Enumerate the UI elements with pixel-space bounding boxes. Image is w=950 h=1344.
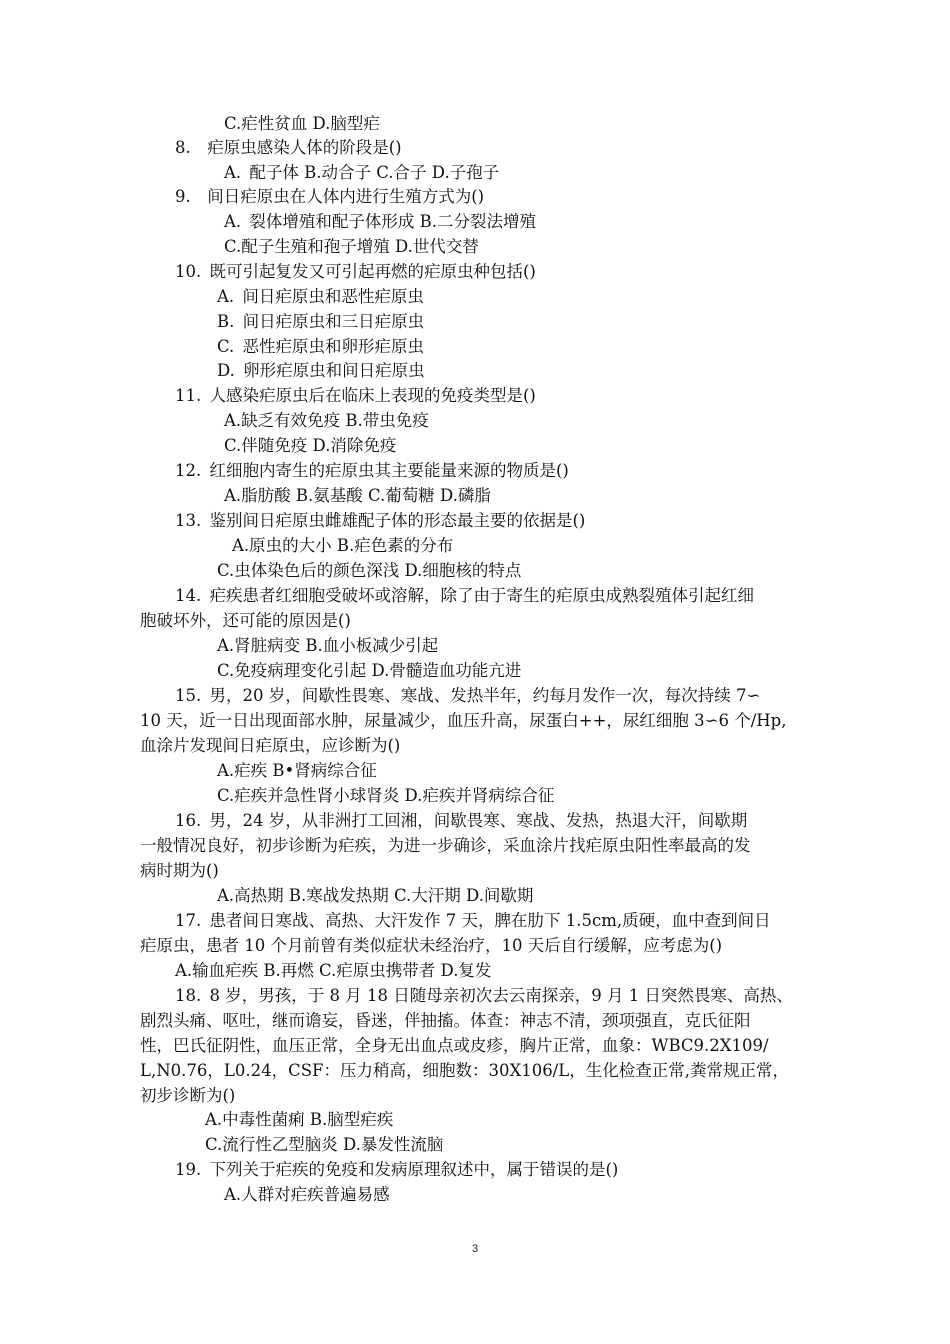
text-line: C.流行性乙型脑炎 D.暴发性流脑 <box>205 1135 444 1154</box>
text-line: A.高热期 B.寒战发热期 C.大汗期 D.间歇期 <box>217 886 534 905</box>
text-line: C.伴随免疫 D.消除免疫 <box>224 436 397 455</box>
text-line: A.缺乏有效免疫 B.带虫免疫 <box>224 411 429 430</box>
text-line: A.输血疟疾 B.再燃 C.疟原虫携带者 D.复发 <box>175 961 492 980</box>
question-17: 17. 患者间日寒战、高热、大汗发作 7 天，脾在肋下 1.5cm,质硬，血中查到间日 <box>175 911 771 930</box>
text-line: 10 天，近一日出现面部水肿，尿量减少，血压升高，尿蛋白++，尿红细胞 3∽6 个/Hp, <box>140 711 787 730</box>
text-line: D. 卵形疟原虫和间日疟原虫 <box>217 361 425 380</box>
text-line: A.肾脏病变 B.血小板减少引起 <box>217 636 439 655</box>
text-line: 胞破坏外，还可能的原因是() <box>140 611 351 630</box>
question-9: 9. 间日疟原虫在人体内进行生殖方式为() <box>175 187 485 206</box>
text-line: 一般情况良好，初步诊断为疟疾，为进一步确诊，采血涂片找疟原虫阳性率最高的发 <box>140 836 751 855</box>
question-16: 16. 男，24 岁，从非洲打工回湘，间歇畏寒、寒战、发热，热退大汗，间歇期 <box>175 811 748 830</box>
text-line: C.疟性贫血 D.脑型疟 <box>224 114 380 133</box>
text-line: A. 配子体 B.动合子 C.合子 D.子孢子 <box>224 163 500 182</box>
text-line: C.疟疾并急性肾小球肾炎 D.疟疾并肾病综合征 <box>217 786 555 805</box>
text-line: 病时期为() <box>140 861 219 880</box>
question-18: 18. 8 岁，男孩，于 8 月 18 日随母亲初次去云南探亲，9 月 1 日突然畏寒、高热、 <box>175 986 793 1005</box>
text-line: A. 裂体增殖和配子体形成 B.二分裂法增殖 <box>224 212 537 231</box>
text-line: C.虫体染色后的颜色深浅 D.细胞核的特点 <box>217 561 522 580</box>
text-line: C.配子生殖和孢子增殖 D.世代交替 <box>224 237 479 256</box>
text-line: 剧烈头痛、呕吐，继而谵妄，昏迷，伴抽搐。体查：神志不清，颈项强直，克氏征阳 <box>140 1011 751 1030</box>
question-19: 19. 下列关于疟疾的免疫和发病原理叙述中，属于错误的是() <box>175 1160 619 1179</box>
text-line: A.疟疾 B•肾病综合征 <box>217 761 377 780</box>
text-line: 性，巴氏征阴性，血压正常，全身无出血点或皮疹，胸片正常，血象：WBC9.2X109/ <box>140 1036 769 1055</box>
page-number: 3 <box>471 1243 479 1255</box>
text-line: B. 间日疟原虫和三日疟原虫 <box>217 312 425 331</box>
question-8: 8. 疟原虫感染人体的阶段是() <box>175 138 402 157</box>
text-line: 血涂片发现间日疟原虫，应诊断为() <box>140 736 401 755</box>
text-line: 初步诊断为() <box>140 1086 236 1105</box>
question-10: 10. 既可引起复发又可引起再燃的疟原虫种包括() <box>175 262 536 281</box>
question-13: 13. 鉴别间日疟原虫雌雄配子体的形态最主要的依据是() <box>175 511 586 530</box>
text-line: 疟原虫，患者 10 个月前曾有类似症状未经治疗，10 天后自行缓解，应考虑为() <box>140 936 723 955</box>
text-line: A.原虫的大小 B.疟色素的分布 <box>232 536 454 555</box>
text-line: A. 间日疟原虫和恶性疟原虫 <box>217 287 424 306</box>
text-line: C. 恶性疟原虫和卵形疟原虫 <box>217 337 425 356</box>
text-line: A.脂肪酸 B.氨基酸 C.葡萄糖 D.磷脂 <box>224 486 491 505</box>
text-line: A.人群对疟疾普遍易感 <box>224 1185 390 1204</box>
question-12: 12. 红细胞内寄生的疟原虫其主要能量来源的物质是() <box>175 461 569 480</box>
question-15: 15. 男，20 岁，间歇性畏寒、寒战、发热半年，约每月发作一次，每次持续 7∽ <box>175 686 761 705</box>
text-line: L,N0.76，L0.24，CSF：压力稍高，细胞数：30X106/L，生化检查正常,粪常规正常， <box>140 1061 789 1080</box>
question-14: 14. 疟疾患者红细胞受破坏或溶解，除了由于寄生的疟原虫成熟裂殖体引起红细 <box>175 586 754 605</box>
question-11: 11. 人感染疟原虫后在临床上表现的免疫类型是() <box>175 386 536 405</box>
text-line: A.中毒性菌痢 B.脑型疟疾 <box>205 1110 394 1129</box>
text-line: C.免疫病理变化引起 D.骨髓造血功能亢进 <box>217 661 522 680</box>
